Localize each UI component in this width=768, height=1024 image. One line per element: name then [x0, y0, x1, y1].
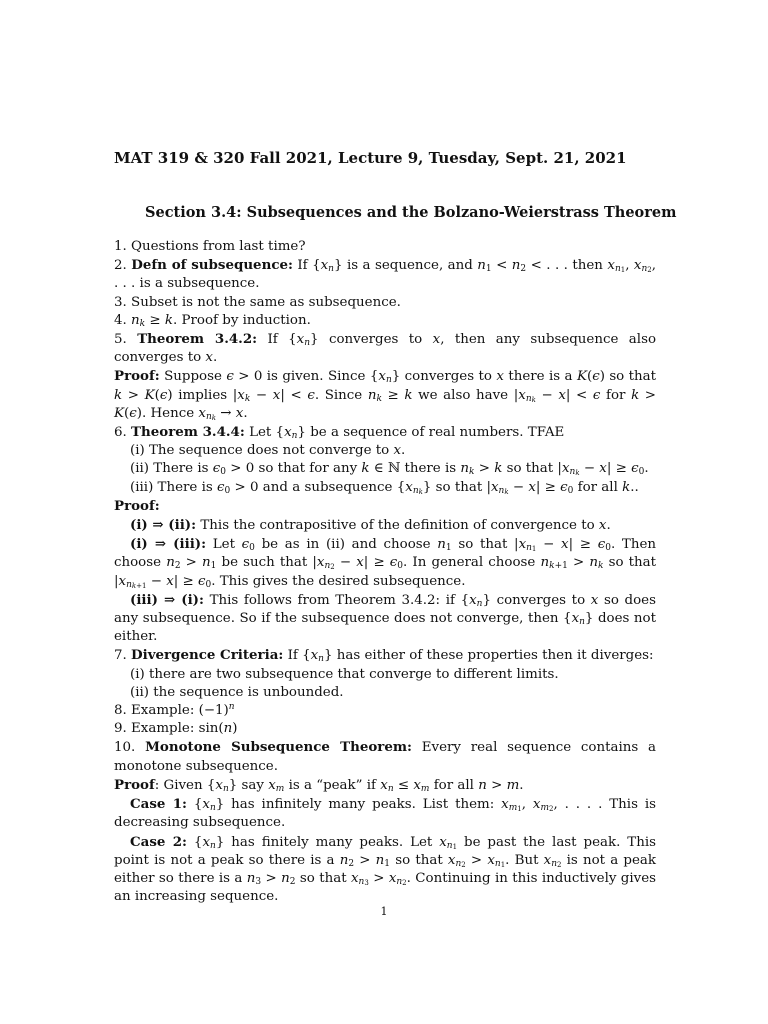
defn-label: Defn of subsequence: [131, 257, 293, 274]
page-number: 1 [380, 905, 388, 918]
theorem-344-part-ii: (ii) There is $\epsilon_0 > 0$ so that for any k ∈ ℕ there is $n_k > k$ so that $|x_{n_k} - x| \ge \epsilon_0$. [130, 461, 649, 478]
proof-i-implies-ii: (i) ⇒ (ii): This the contrapositive of the definition of convergence to x. [130, 517, 611, 534]
proof-i-implies-iii: (i) ⇒ (iii): Let $\epsilon_0$ be as in (ii) and choose $n_1$ so that $|x_{n_1} - x| \ge \epsilon_0$. Then choose $n_2 > n_1$ be such that $|x_{n_2} - x| \ge \epsilon_0$. In general choose $n_{k+1} > n_k$ so that $|x_{n_{k+1}} - x| \ge \epsilon_0$. This gives the desired subsequence. [114, 536, 657, 590]
divergence-part-i: (i) there are two subsequence that converge to different limits. [130, 666, 559, 682]
divergence-part-ii: (ii) the sequence is unbounded. [130, 684, 344, 700]
proof-iii-implies-i: (iii) ⇒ (i): This follows from Theorem 3.4.2: if $\{x_n\}$ converges to x so does any subsequence. So if the subsequence does not converge, then $\{x_n\}$ does not either. [114, 591, 656, 645]
item-nk-ge-k: 4. $n_k \ge k$. Proof by induction. [114, 312, 311, 329]
item-monotone-subsequence-theorem: 10. Monotone Subsequence Theorem: Every real sequence contains a monotone subsequence. [114, 739, 656, 774]
item-defn-subsequence: 2. Defn of subsequence: If $\{x_n\}$ is a sequence, and $n_1 < n_2$ < . . . then $x_{n_1}$, $x_{n_2}$, . . . is a subsequence. [114, 257, 657, 292]
item-divergence-criteria: 7. Divergence Criteria: If $\{x_n\}$ has either of these properties then it diverges: [114, 647, 654, 665]
proof-case-1: Case 1: $\{x_n\}$ has infinitely many peaks. List them: $x_{m_1}$, $x_{m_2}$, . . . . This is decreasing subsequence. [114, 796, 657, 831]
theorem-344-label: Theorem 3.4.4: [131, 424, 245, 441]
theorem-344-part-i: (i) The sequence does not converge to x. [130, 443, 406, 459]
item-example-8: 8. Example: $(-1)^n$ [114, 702, 235, 719]
item-theorem-342: 5. Theorem 3.4.2: If $\{x_n\}$ converges to x, then any subsequence also converges to x. [114, 331, 657, 366]
proof-monotone: Proof: Given $\{x_n\}$ say $x_m$ is a “peak” if $x_n \le x_m$ for all n > m. [114, 776, 524, 794]
proof-theorem-342: Proof: Suppose ϵ > 0 is given. Since $\{x_n\}$ converges to x there is a K(ϵ) so that k > K(ϵ) implies $|x_k - x| < \epsilon$. Since $n_k \ge k$ we also have $|x_{n_k} - x| < \epsilon$ for k > K(ϵ). Hence $x_{n_k} \to x$. [114, 368, 657, 422]
proof-theorem-344-label: Proof: [114, 497, 160, 514]
divergence-label: Divergence Criteria: [131, 647, 284, 664]
item-questions: 1. Questions from last time? [114, 239, 306, 254]
theorem-344-part-iii: (iii) There is $\epsilon_0 > 0$ and a subsequence $\{x_{n_k}\}$ so that $|x_{n_k} - x| \ge \epsilon_0$ for all k.. [130, 479, 639, 496]
item-theorem-344: 6. Theorem 3.4.4: Let $\{x_n\}$ be a sequence of real numbers. TFAE [114, 424, 565, 442]
i-iii-label: (i) ⇒ (iii): [130, 536, 207, 553]
case-1-label: Case 1: [130, 796, 187, 813]
iii-i-label: (iii) ⇒ (i): [130, 591, 204, 608]
proof-monotone-label: Proof [114, 776, 155, 793]
proof-label: Proof: [114, 368, 160, 385]
theorem-342-label: Theorem 3.4.2: [137, 331, 258, 348]
i-ii-label: (i) ⇒ (ii): [130, 517, 197, 534]
proof-case-2: Case 2: $\{x_n\}$ has finitely many peaks. Let $x_{n_1}$ be past the last peak. This point is not a peak so there is a $n_2 > n_1$ so that $x_{n_2} > x_{n_1}$. But $x_{n_2}$ is not a peak either so there is a $n_3 > n_2$ so that $x_{n_3} > x_{n_2}$. Continuing in this inductively gives an increasing sequence. [114, 833, 657, 905]
monotone-theorem-label: Monotone Subsequence Theorem: [145, 739, 412, 756]
lecture-header: MAT 319 & 320 Fall 2021, Lecture 9, Tuesday, Sept. 21, 2021 [114, 149, 627, 167]
lecture-notes-body [114, 238, 656, 906]
case-2-label: Case 2: [130, 833, 187, 850]
item-example-9: 9. Example: sin(n) [114, 721, 238, 737]
section-title: Section 3.4: Subsequences and the Bolzano-Weierstrass Theorem [145, 204, 677, 221]
item-subset: 3. Subset is not the same as subsequence. [114, 294, 401, 310]
